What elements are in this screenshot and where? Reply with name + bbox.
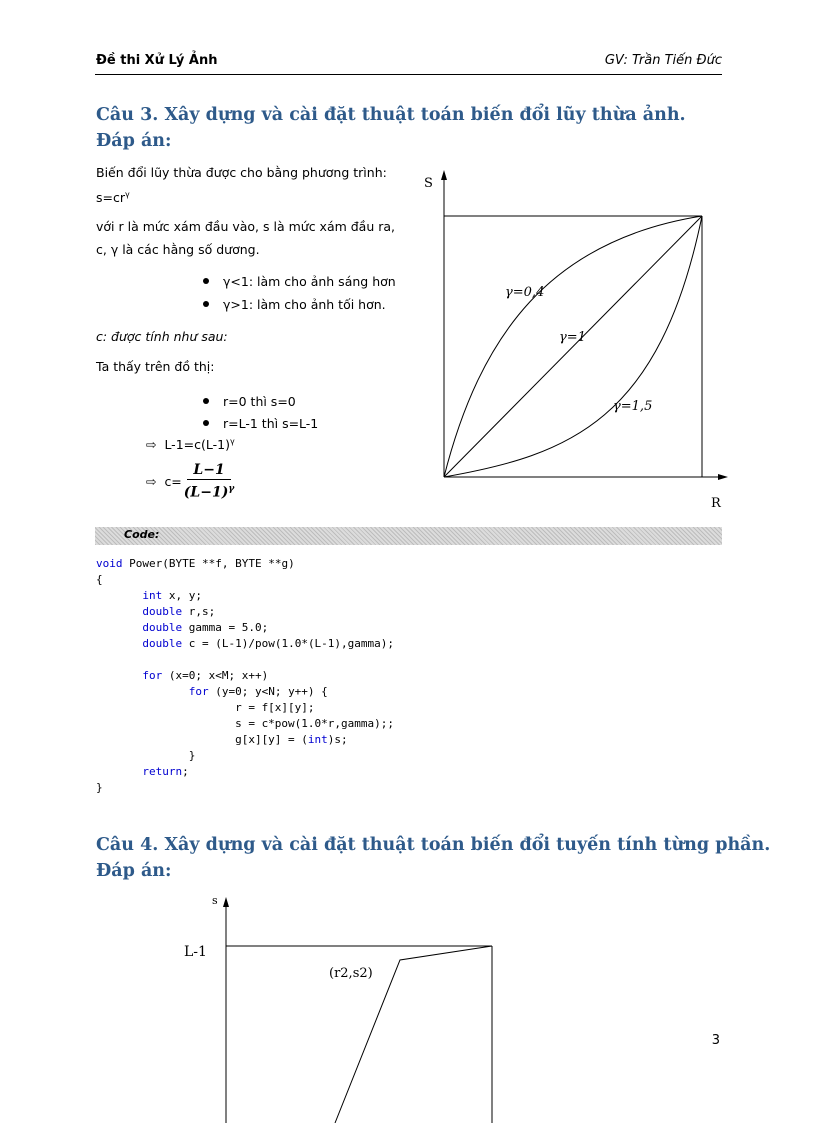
piecewise-linear-graph	[170, 890, 510, 1123]
curve-gamma-1	[444, 216, 702, 477]
x-axis-label: R	[711, 496, 721, 511]
bullet-gamma-gt-1: γ>1: làm cho ảnh tối hơn.	[203, 295, 386, 315]
derivation-step-1: ⇨ $L-1=c(L-1)^\gamma$	[146, 437, 235, 453]
code-label: Code:	[124, 528, 160, 541]
x-axis-arrow-icon	[718, 474, 728, 480]
q3-paragraph-3: Ta thấy trên đồ thị:	[96, 359, 215, 374]
fraction	[184, 462, 235, 502]
bullet-r-max: r=L-1 thì s=L-1	[203, 414, 318, 434]
header-rule	[95, 74, 722, 75]
page-number: 3	[711, 1033, 720, 1048]
q4-answer-label: Đáp án:	[96, 861, 172, 881]
label-gamma-1: γ=1	[559, 330, 586, 345]
implies-arrow-icon: ⇨	[146, 474, 157, 490]
header-title: Đề thi Xử Lý Ảnh	[96, 53, 218, 68]
power-law-graph	[420, 165, 740, 515]
q3-formula	[96, 185, 130, 208]
q4-title: Câu 4. Xây dựng và cài đặt thuật toán biến đổi tuyến tính từng phần.	[96, 835, 771, 855]
point-label: (r2,s2)	[329, 966, 373, 981]
label-gamma-0-4: γ=0,4	[505, 285, 545, 300]
bullet-dot	[203, 398, 209, 404]
y-axis-arrow-icon	[223, 897, 229, 907]
implies-arrow-icon: ⇨	[146, 437, 157, 453]
q3-answer-label: Đáp án:	[96, 131, 172, 151]
y-axis-label: s	[212, 894, 218, 907]
q3-c-note: c: được tính như sau:	[96, 329, 228, 344]
bullet-dot	[203, 278, 209, 284]
derivation-step-2: ⇨ c= $\frac{L-1}{(L-1)^\gamma}$	[146, 462, 235, 501]
y-axis-arrow-icon	[441, 170, 447, 180]
label-gamma-1-5: γ=1,5	[613, 399, 653, 414]
formula-exponent: γ	[125, 190, 130, 199]
bullet-gamma-lt-1: γ<1: làm cho ảnh sáng hơn	[203, 272, 396, 292]
header-author: GV: Trần Tiến Đức	[604, 53, 722, 68]
level-label: L-1	[184, 944, 207, 960]
code-listing: void Power(BYTE **f, BYTE **g) { int x, y; double r,s; double gamma = 5.0; double c = (L-1)/pow(1.0*(L-1),gamma); for (x=0; x<M; x++) for (y=0; y<N; y++) { r = f[x][y]; s = c*pow(1.0*r,gamma);; g[x][y] = (int)s; } return; }	[96, 557, 395, 794]
q3-paragraph-1: Biến đổi lũy thừa được cho bằng phương trình:	[96, 165, 387, 180]
fraction-denominator: $(L-1)^\gamma$	[183, 484, 235, 501]
code-header-bar	[95, 527, 722, 545]
q3-paragraph-2a: với r là mức xám đầu vào, s là mức xám đầu ra,	[96, 219, 396, 234]
y-axis-label: S	[424, 176, 433, 191]
q3-title: Câu 3. Xây dựng và cài đặt thuật toán biến đổi lũy thừa ảnh.	[96, 105, 686, 125]
bullet-dot	[203, 420, 209, 426]
q3-paragraph-2b: c, γ là các hằng số dương.	[96, 242, 260, 257]
bullet-r-zero: r=0 thì s=0	[203, 392, 296, 412]
fraction-numerator: L−1	[187, 462, 230, 480]
bullet-dot	[203, 301, 209, 307]
formula-base: s=cr	[96, 190, 125, 206]
